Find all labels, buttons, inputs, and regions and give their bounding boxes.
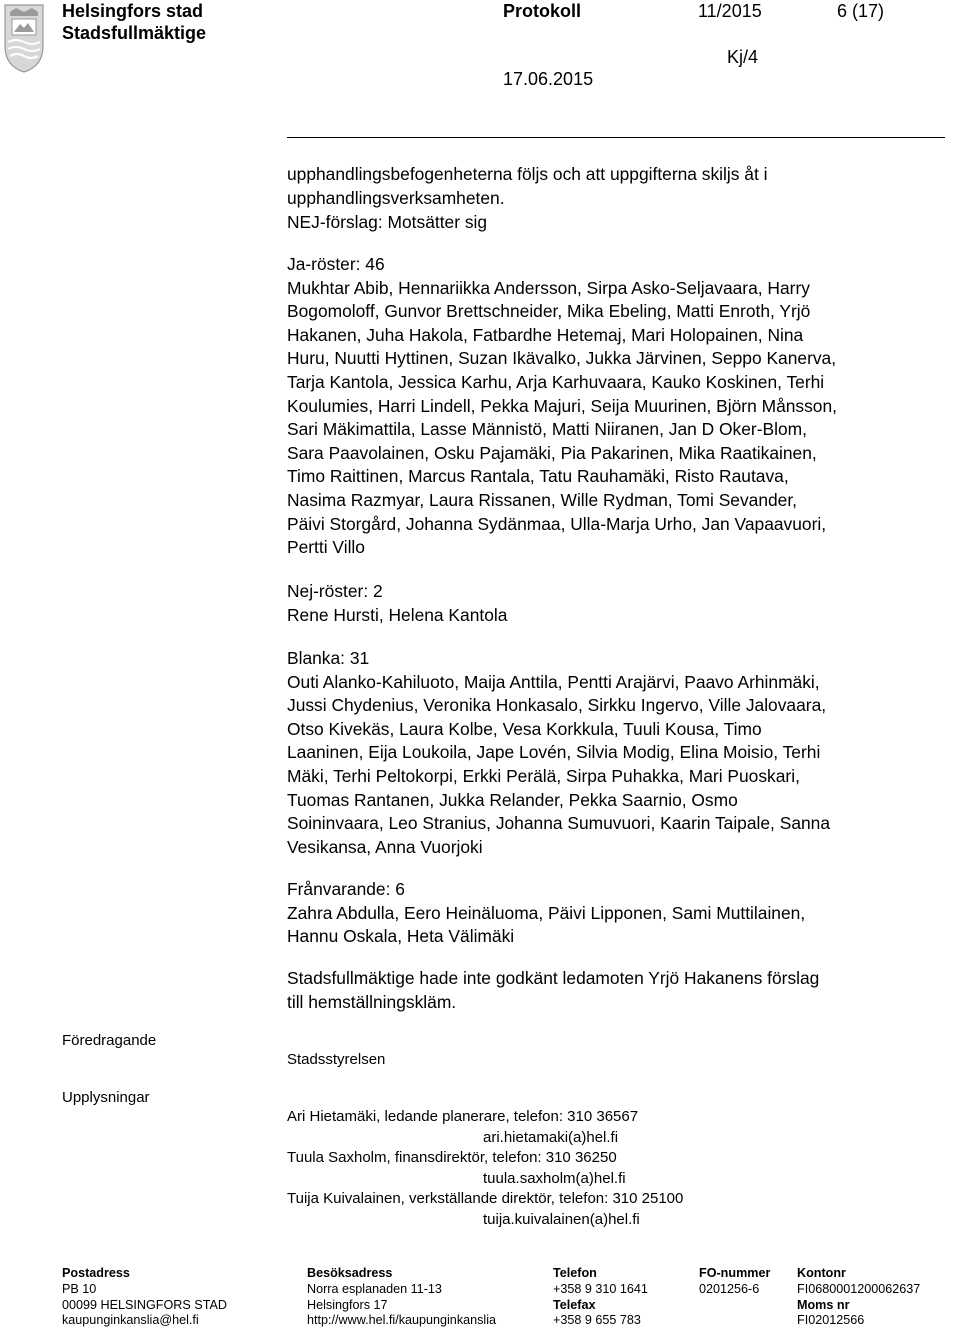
blank-name-line: Jussi Chydenius, Veronika Honkasalo, Sirkku Ingervo, Ville Jalovaara, [287, 695, 827, 716]
absent-name-line: Zahra Abdulla, Eero Heinäluoma, Päivi Lipponen, Sami Muttilainen, [287, 902, 806, 923]
footer-website-link[interactable]: http://www.hel.fi/kaupunginkanslia [307, 1313, 497, 1328]
doc-number: 11/2015 [698, 1, 762, 21]
footer-kontonr-label: Kontonr [797, 1266, 846, 1280]
nej-votes-block [287, 580, 947, 627]
footer-moms-value: FI02012566 [797, 1313, 865, 1328]
footer-postadress-line: PB 10 [62, 1281, 97, 1296]
nej-votes-heading: Nej-röster: 2 [287, 581, 383, 601]
helsinki-crest-logo [2, 2, 46, 74]
org-unit: Stadsfullmäktige [62, 23, 207, 43]
conclusion-line: till hemställningskläm. [287, 991, 457, 1012]
intro-line: upphandlingsverksamheten. [287, 187, 505, 208]
nej-proposal: NEJ-förslag: Motsätter sig [287, 212, 488, 232]
contact-list [287, 1107, 907, 1230]
ja-name-line: Bogomoloff, Gunvor Brettschneider, Mika Ebeling, Matti Enroth, Yrjö [287, 301, 811, 322]
absent-name-line: Hannu Oskala, Heta Välimäki [287, 926, 515, 947]
ja-name-line: Nasima Razmyar, Laura Rissanen, Wille Rydman, Tomi Sevander, [287, 489, 798, 510]
footer-telefax-value: +358 9 655 783 [553, 1313, 641, 1328]
blank-name-line: Vesikansa, Anna Vuorjoki [287, 836, 483, 857]
blank-name-line: Otso Kivekäs, Laura Kolbe, Vesa Korkkula, Tuuli Kousa, Timo [287, 718, 762, 739]
footer-kontonr-value: FI0680001200062637 [797, 1281, 921, 1296]
footer-besoksadress [307, 1266, 496, 1329]
ja-name-line: Koulumies, Harri Lindell, Pekka Majuri, Seija Muurinen, Björn Månsson, [287, 395, 837, 416]
ja-name-line: Sara Paavolainen, Osku Pajamäki, Pia Pakarinen, Mika Raatikainen, [287, 442, 817, 463]
ja-name-line: Pertti Villo [287, 537, 365, 558]
section-code: Kj/4 [727, 47, 759, 67]
footer-postadress [62, 1266, 227, 1329]
footer-telefax-label: Telefax [553, 1297, 596, 1312]
conclusion-line: Stadsfullmäktige hade inte godkänt ledamoten Yrjö Hakanens förslag [287, 968, 820, 988]
blank-name-line: Outi Alanko-Kahiluoto, Maija Anttila, Pentti Arajärvi, Paavo Arhinmäki, [287, 671, 820, 692]
footer-fo-nummer [699, 1266, 770, 1298]
ja-name-line: Tarja Kantola, Jessica Karhu, Arja Karhuvaara, Kauko Koskinen, Terhi [287, 371, 825, 392]
footer-postadress-label: Postadress [62, 1266, 130, 1280]
contact-line: Ari Hietamäki, ledande planerare, telefon: 310 36567 [287, 1108, 639, 1125]
contact-email[interactable]: tuija.kuivalainen(a)hel.fi [483, 1210, 640, 1228]
footer-fo-nummer-label: FO-nummer [699, 1266, 771, 1280]
blank-name-line: Soininvaara, Leo Stranius, Johanna Sumuvuori, Kaarin Taipale, Sanna [287, 813, 831, 834]
ja-name-line: Sari Mäkimattila, Lasse Männistö, Matti Niiranen, Jan D Oker-Blom, [287, 419, 807, 440]
contact-line: Tuula Saxholm, finansdirektör, telefon: 310 36250 [287, 1149, 617, 1166]
conclusion-paragraph [287, 967, 947, 1014]
ja-votes-block [287, 253, 947, 560]
footer-email[interactable]: kaupunginkanslia@hel.fi [62, 1313, 199, 1328]
ja-name-line: Huru, Nuutti Hyttinen, Suzan Ikävalko, Jukka Järvinen, Seppo Kanerva, [287, 348, 837, 369]
blank-votes-block [287, 647, 947, 859]
nej-name-line: Rene Hursti, Helena Kantola [287, 604, 508, 625]
intro-line: upphandlingsbefogenheterna följs och att uppgifterna skiljs åt i [287, 164, 768, 184]
footer-besoksadress-line: Helsingfors 17 [307, 1297, 388, 1312]
blank-votes-heading: Blanka: 31 [287, 648, 370, 668]
ja-name-line: Timo Raittinen, Marcus Rantala, Tatu Rauhamäki, Risto Rautava, [287, 466, 789, 487]
footer-telefon [553, 1266, 648, 1329]
footer-moms-label: Moms nr [797, 1297, 850, 1312]
contact-email[interactable]: tuula.saxholm(a)hel.fi [483, 1169, 626, 1187]
footer-telefon-label: Telefon [553, 1266, 597, 1280]
page-info: 6 (17) [837, 1, 885, 21]
absent-block [287, 878, 947, 949]
contact-line: Tuija Kuivalainen, verkställande direktör, telefon: 310 25100 [287, 1190, 684, 1207]
blank-name-line: Laaninen, Eija Loukoila, Jape Lovén, Silvia Modig, Elina Moisio, Terhi [287, 742, 821, 763]
footer-postadress-line: 00099 HELSINGFORS STAD [62, 1297, 227, 1312]
header-divider [287, 137, 945, 138]
info-label: Upplysningar [62, 1089, 150, 1106]
blank-name-line: Mäki, Terhi Peltokorpi, Erkki Perälä, Sirpa Puhakka, Mari Puoskari, [287, 765, 800, 786]
ja-votes-heading: Ja-röster: 46 [287, 254, 385, 274]
ja-name-line: Hakanen, Juha Hakola, Fatbardhe Hetemaj, Mari Holopainen, Nina [287, 324, 804, 345]
presenter-label: Föredragande [62, 1032, 157, 1049]
footer-telefon-value: +358 9 310 1641 [553, 1281, 648, 1296]
ja-name-line: Mukhtar Abib, Hennariikka Andersson, Sirpa Asko-Seljavaara, Harry [287, 277, 810, 298]
footer-fo-nummer-value: 0201256-6 [699, 1281, 760, 1296]
footer-besoksadress-label: Besöksadress [307, 1266, 393, 1280]
contact-email[interactable]: ari.hietamaki(a)hel.fi [483, 1128, 619, 1146]
doc-type: Protokoll [503, 1, 582, 21]
blank-name-line: Tuomas Rantanen, Jukka Relander, Pekka Saarnio, Osmo [287, 789, 738, 810]
meeting-date: 17.06.2015 [503, 69, 594, 89]
intro-paragraph [287, 163, 947, 210]
footer-kontonr [797, 1266, 920, 1329]
footer-besoksadress-line: Norra esplanaden 11-13 [307, 1281, 442, 1296]
presenter-value: Stadsstyrelsen [287, 1051, 386, 1068]
org-name: Helsingfors stad [62, 1, 204, 21]
ja-name-line: Päivi Storgård, Johanna Sydänmaa, Ulla-Marja Urho, Jan Vapaavuori, [287, 513, 827, 534]
absent-heading: Frånvarande: 6 [287, 879, 405, 899]
